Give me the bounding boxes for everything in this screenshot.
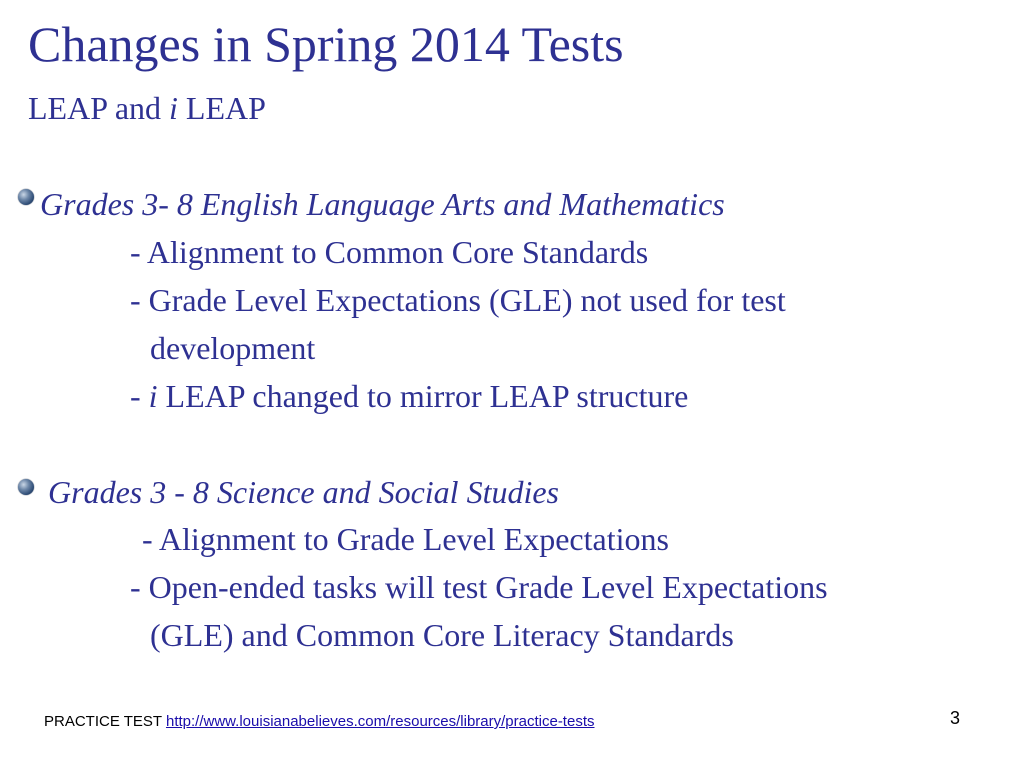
- section-1-line-3: development: [150, 330, 316, 366]
- subtitle-italic-i: i: [169, 90, 178, 126]
- subtitle-text-2: LEAP: [177, 90, 266, 126]
- practice-test-link[interactable]: http://www.louisianabelieves.com/resources/library/practice-tests: [165, 713, 595, 730]
- subtitle-text-1: LEAP and: [28, 90, 170, 126]
- section-2-line-3: (GLE) and Common Core Literacy Standards: [150, 617, 734, 653]
- section-2-line-2: - Open-ended tasks will test Grade Level Expectations: [130, 569, 828, 605]
- page-number: 3: [950, 708, 961, 728]
- section-1-heading: Grades 3- 8 English Language Arts and Mathematics: [40, 186, 725, 222]
- bullet-dot-icon: [18, 479, 34, 495]
- footer: [44, 712, 595, 732]
- ileap-italic-i: i: [148, 378, 158, 414]
- slide-title: Changes in Spring 2014 Tests: [28, 16, 624, 72]
- footer-label: PRACTICE TEST: [44, 713, 166, 730]
- ileap-prefix: -: [130, 378, 149, 414]
- ileap-rest: LEAP changed to mirror LEAP structure: [157, 378, 689, 414]
- section-1-line-2: - Grade Level Expectations (GLE) not used for test: [130, 282, 786, 318]
- section-2-heading: Grades 3 - 8 Science and Social Studies: [48, 474, 559, 510]
- section-1-line-4: [130, 376, 688, 416]
- slide-subtitle: [28, 88, 266, 128]
- section-2-line-1: - Alignment to Grade Level Expectations: [142, 521, 669, 557]
- bullet-dot-icon: [18, 189, 34, 205]
- section-1-line-1: - Alignment to Common Core Standards: [130, 234, 649, 270]
